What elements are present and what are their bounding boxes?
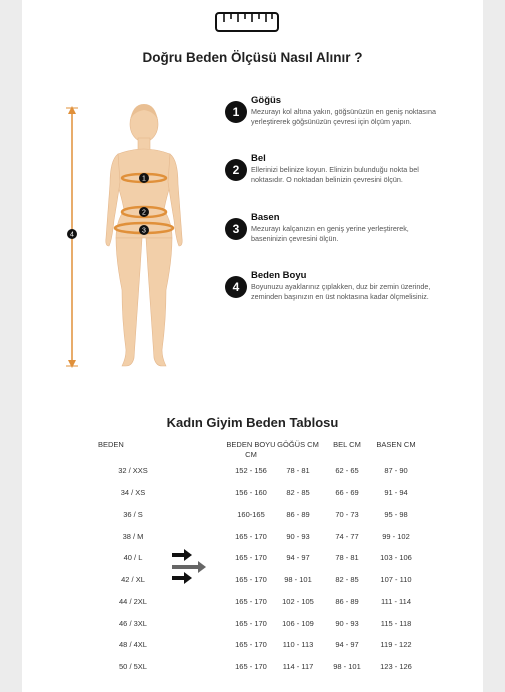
step-number-badge: 1 xyxy=(225,101,247,123)
table-row: 48 / 4XL 165 - 170 110 - 113 94 - 97 119 - 122 xyxy=(119,640,412,649)
step-title: Bel xyxy=(251,153,266,164)
body-figure xyxy=(60,100,200,377)
size-table-title: Kadın Giyim Beden Tablosu xyxy=(166,415,339,430)
ruler-icon xyxy=(214,10,280,34)
marker-3 xyxy=(139,225,149,235)
step-description: Ellerinizi belinize koyun. Elinizin bulunduğu nokta bel noktasıdır. O noktadan belinizin çevresini ölçün. xyxy=(251,165,419,184)
table-row: 34 / XS 156 - 160 82 - 85 66 - 69 91 - 94 xyxy=(120,488,408,497)
marker-1 xyxy=(139,173,149,183)
table-row: 32 / XXS 152 - 156 78 - 81 62 - 65 87 - 90 xyxy=(118,466,408,475)
header-beden-boyu: BEDEN BOYU CM xyxy=(226,440,276,459)
table-row: 36 / S 160-165 86 - 89 70 - 73 95 - 98 xyxy=(123,510,408,519)
svg-text:2: 2 xyxy=(142,209,146,217)
step-description: Mezurayı kol altına yakın, göğsünüzün en geniş noktasına yerleştirerek göğsünüzün çevresi için ölçüm yapın. xyxy=(251,107,436,126)
header-bel: BEL CM xyxy=(333,440,361,449)
step-number-badge: 3 xyxy=(225,218,247,240)
step-title: Göğüs xyxy=(251,95,282,106)
header-beden: BEDEN xyxy=(98,440,124,449)
table-row: 38 / M 165 - 170 90 - 93 74 - 77 99 - 102 xyxy=(122,532,410,541)
header-gogus: GÖĞÜS CM xyxy=(277,440,319,449)
step-number-badge: 2 xyxy=(225,159,247,181)
table-row: 44 / 2XL 165 - 170 102 - 105 86 - 89 111 - 114 xyxy=(119,597,412,606)
table-row: 42 / XL 165 - 170 98 - 101 82 - 85 107 - 110 xyxy=(121,575,412,584)
step-description: Mezurayı kalçanızın en geniş yerine yerleştirerek, baseninizin çevresini ölçün. xyxy=(251,224,409,243)
size-guide-sheet xyxy=(22,0,483,692)
step-title: Basen xyxy=(251,212,280,223)
table-row: 46 / 3XL 165 - 170 106 - 109 90 - 93 115 - 118 xyxy=(119,619,412,628)
step-number-badge: 4 xyxy=(225,276,247,298)
step-description: Boyunuzu ayaklarınız çıplakken, duz bir zemin üzerinde, zeminden başınızın en üst noktasına kadar ölçmelisiniz. xyxy=(251,282,431,301)
female-body-silhouette xyxy=(60,100,200,372)
svg-text:1: 1 xyxy=(142,175,146,183)
svg-text:4: 4 xyxy=(70,231,74,239)
right-arrows-icon xyxy=(170,548,210,586)
marker-4 xyxy=(67,229,77,239)
step-title: Beden Boyu xyxy=(251,270,307,281)
table-row: 40 / L 165 - 170 94 - 97 78 - 81 103 - 106 xyxy=(123,553,412,562)
header-basen: BASEN CM xyxy=(376,440,416,449)
svg-text:3: 3 xyxy=(142,227,146,235)
table-row: 50 / 5XL 165 - 170 114 - 117 98 - 101 123 - 126 xyxy=(119,662,412,671)
page-title: Doğru Beden Ölçüsü Nasıl Alınır ? xyxy=(142,50,363,65)
marker-2 xyxy=(139,207,149,217)
